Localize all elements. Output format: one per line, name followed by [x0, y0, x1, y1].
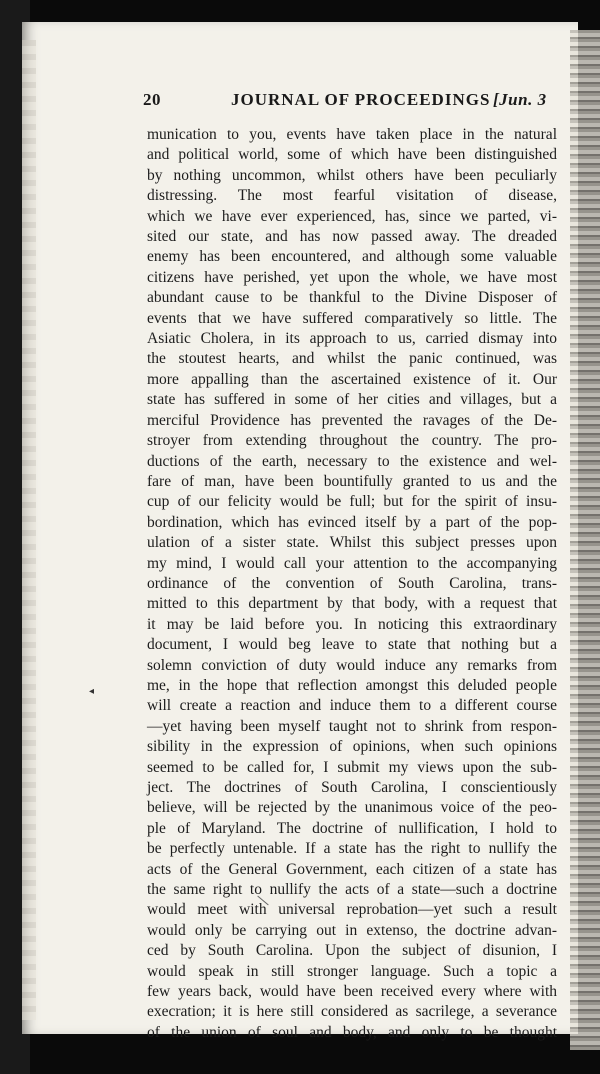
- page-gutter-shadow: [22, 40, 36, 1020]
- text-line: mitted to this department by that body, with a request that: [147, 595, 557, 613]
- text-line: seemed to be called for, I submit my views upon the sub-: [147, 758, 557, 776]
- text-line: would speak in still stronger language. Such a topic a: [147, 962, 557, 980]
- text-line: my mind, I would call your attention to the accompanying: [147, 554, 557, 572]
- body-text: [147, 125, 557, 1043]
- text-line: the stoutest hearts, and whilst the panic continued, was: [147, 350, 557, 368]
- text-line: sited our state, and has now passed away. The dreaded: [147, 228, 557, 246]
- text-line: by nothing uncommon, whilst others have been peculiarly: [147, 166, 557, 184]
- text-line: ple of Maryland. The doctrine of nullification, I hold to: [147, 819, 557, 837]
- text-line: it may be laid before you. In noticing this extraordinary: [147, 615, 557, 633]
- text-line: ject. The doctrines of South Carolina, I conscientiously: [147, 779, 557, 796]
- text-line: stroyer from extending throughout the country. The pro-: [147, 432, 557, 450]
- text-line: the same right to nullify the acts of a state—such a doctrine: [147, 881, 557, 899]
- text-line: enemy has been encountered, and although some valuable: [147, 248, 557, 266]
- text-line: bordination, which has evinced itself by a part of the pop-: [147, 513, 557, 531]
- text-line: Asiatic Cholera, in its approach to us, carried dismay into: [147, 330, 557, 348]
- text-line: me, in the hope that reflection amongst this deluded people: [147, 676, 557, 694]
- date-mark: [Jun. 3: [493, 90, 547, 109]
- text-line: ductions of the earth, necessary to the existence and wel-: [147, 452, 557, 470]
- running-title: JOURNAL OF PROCEEDINGS: [231, 90, 491, 109]
- text-line: acts of the General Government, each citizen of a state has: [147, 860, 557, 878]
- text-line: more appalling than the ascertained existence of it. Our: [147, 370, 557, 388]
- text-line: sibility in the expression of opinions, when such opinions: [147, 738, 557, 756]
- text-line: will create a reaction and induce them to a different course: [147, 697, 557, 715]
- text-line: which we have ever experienced, has, since we parted, vi-: [147, 207, 557, 225]
- text-line: document, I would beg leave to state that nothing but a: [147, 636, 557, 654]
- text-line: ordinance of the convention of South Carolina, trans-: [147, 574, 557, 592]
- text-line: fare of man, have been bountifully granted to us and the: [147, 472, 557, 490]
- page-edges-right: [570, 30, 600, 1050]
- margin-mark: ◂: [89, 686, 95, 697]
- text-line: believe, will be rejected by the unanimous voice of the peo-: [147, 799, 557, 817]
- text-line: ced by South Carolina. Upon the subject of disunion, I: [147, 942, 557, 960]
- page-number: 20: [143, 90, 161, 109]
- text-line: and political world, some of which have been distinguished: [147, 146, 557, 164]
- text-line: would meet with universal reprobation—yet such a result: [147, 901, 557, 919]
- text-line: solemn conviction of duty would induce any remarks from: [147, 656, 557, 674]
- text-line: few years back, would have been received every where with: [147, 983, 557, 1001]
- text-line: cup of our felicity would be full; but for the spirit of insu-: [147, 493, 557, 511]
- text-line: citizens have perished, yet upon the whole, we have most: [147, 268, 557, 286]
- text-line: merciful Providence has prevented the ravages of the De-: [147, 411, 557, 429]
- text-line: of the union of soul and body, and only to be thought: [147, 1023, 557, 1041]
- text-line: ulation of a sister state. Whilst this subject presses upon: [147, 534, 557, 552]
- text-line: distressing. The most fearful visitation of disease,: [147, 187, 557, 205]
- text-line: state has suffered in some of her cities and villages, but a: [147, 391, 557, 409]
- text-line: execration; it is here still considered as sacrilege, a severance: [147, 1003, 557, 1021]
- text-line: would only be carrying out in extenso, the doctrine advan-: [147, 921, 557, 939]
- text-line: events that we have suffered comparatively so little. The: [147, 309, 557, 327]
- running-header: [143, 90, 555, 114]
- text-line: —yet having been myself taught not to shrink from respon-: [147, 717, 557, 735]
- text-line: abundant cause to be thankful to the Divine Disposer of: [147, 289, 557, 307]
- text-line: be perfectly untenable. If a state has the right to nullify the: [147, 840, 557, 858]
- text-line: munication to you, events have taken place in the natural: [147, 126, 557, 143]
